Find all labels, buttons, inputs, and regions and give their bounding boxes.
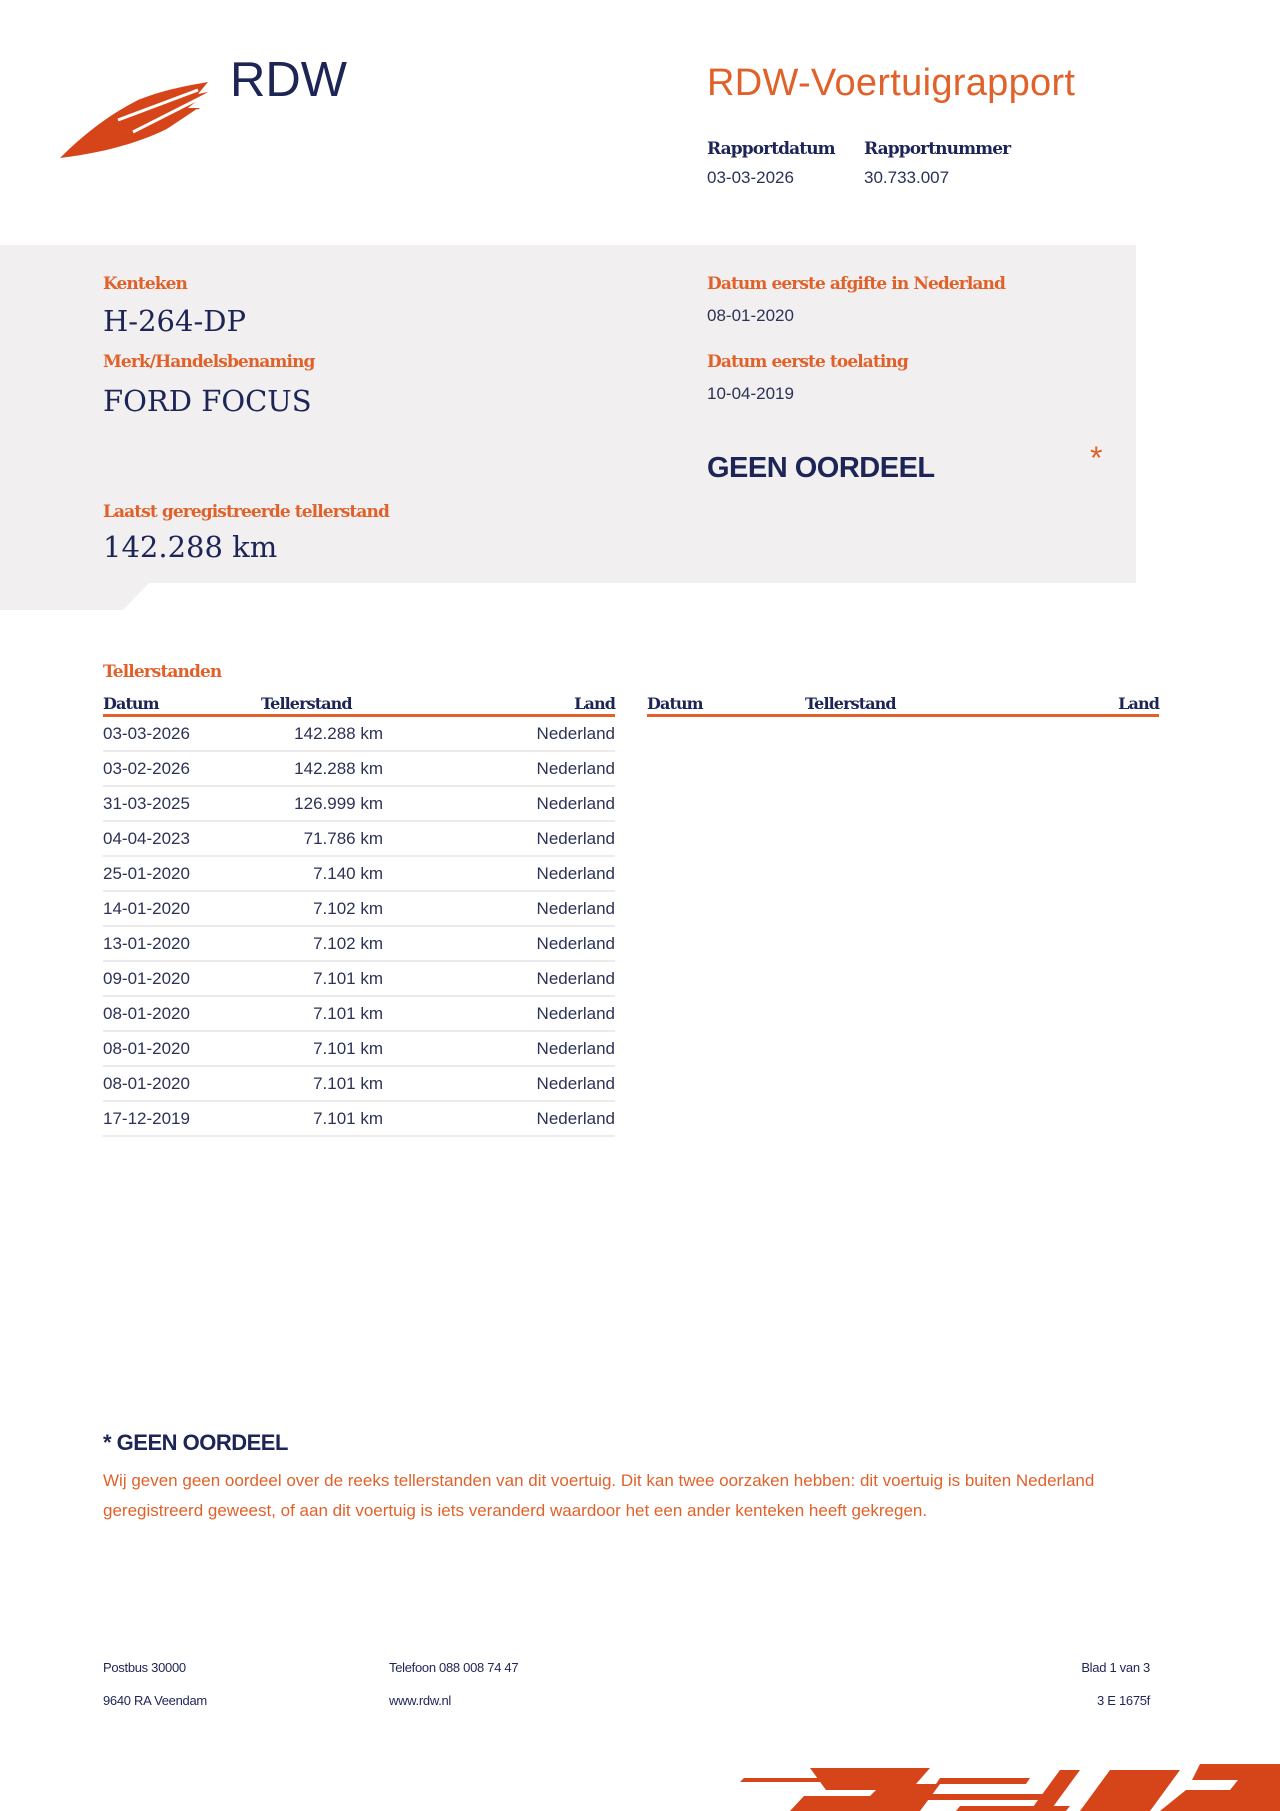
note-title: * GEEN OORDEEL <box>103 1430 288 1455</box>
table-row: 13-01-2020 7.102 km Nederland <box>103 927 615 962</box>
table-row: 08-01-2020 7.101 km Nederland <box>103 1032 615 1067</box>
table-row: 09-01-2020 7.101 km Nederland <box>103 962 615 997</box>
table-row: 04-04-2023 71.786 km Nederland <box>103 822 615 857</box>
table-row: 25-01-2020 7.140 km Nederland <box>103 857 615 892</box>
first-admission-value: 10-04-2019 <box>707 384 794 403</box>
plate-label: Kenteken <box>103 274 188 294</box>
col-odometer: Tellerstand <box>261 694 352 713</box>
first-nl-value: 08-01-2020 <box>707 306 794 325</box>
make-value: FORD FOCUS <box>103 384 312 418</box>
col-country: Land <box>574 694 615 713</box>
table-row: 17-12-2019 7.101 km Nederland <box>103 1102 615 1137</box>
make-label: Merk/Handelsbenaming <box>103 352 315 372</box>
verdict: GEEN OORDEEL <box>707 452 935 484</box>
col-date-right: Datum <box>647 694 703 713</box>
table-row: 14-01-2020 7.102 km Nederland <box>103 892 615 927</box>
footer-phone: Telefoon 088 008 74 47 <box>389 1660 519 1675</box>
note-text: Wij geven geen oordeel over de reeks tellerstanden van dit voertuig. Dit kan twee oorzaken hebben: dit voertuig is buiten Nederland geregistreerd geweest, of aan dit voertuig is iets veranderd waardoor het een ander kenteken heeft gekregen. <box>103 1471 1095 1520</box>
table-row: 03-02-2026 142.288 km Nederland <box>103 752 615 787</box>
report-date-label: Rapportdatum <box>707 139 835 159</box>
readings-title: Tellerstanden <box>103 662 222 682</box>
report-title: RDW-Voertuigrapport <box>707 62 1076 104</box>
footer-page: Blad 1 van 3 <box>1081 1660 1150 1675</box>
rdw-wing-logo-icon <box>58 80 218 162</box>
footer-code: 3 E 1675f <box>1097 1693 1150 1708</box>
table-row: 08-01-2020 7.101 km Nederland <box>103 1067 615 1102</box>
footer-address-line1: Postbus 30000 <box>103 1660 186 1675</box>
table-header <box>103 686 615 717</box>
footer-address-line2: 9640 RA Veendam <box>103 1693 207 1708</box>
odometer-label: Laatst geregistreerde tellerstand <box>103 502 389 522</box>
report-date: 03-03-2026 <box>707 168 794 187</box>
col-date: Datum <box>103 694 159 713</box>
report-number-label: Rapportnummer <box>864 139 1011 159</box>
col-odometer-right: Tellerstand <box>805 694 896 713</box>
table-body <box>103 717 615 1137</box>
table-row: 31-03-2025 126.999 km Nederland <box>103 787 615 822</box>
report-number: 30.733.007 <box>864 168 950 187</box>
rdw-stripes-graphic <box>730 1760 1280 1811</box>
footer-website[interactable]: www.rdw.nl <box>389 1693 452 1708</box>
readings-table-right <box>647 686 1159 717</box>
table-row: 08-01-2020 7.101 km Nederland <box>103 997 615 1032</box>
odometer-value: 142.288 km <box>103 530 278 564</box>
panel-tab-decoration <box>0 582 150 610</box>
verdict-marker: * <box>1090 440 1103 476</box>
first-nl-label: Datum eerste afgifte in Nederland <box>707 274 1005 294</box>
logo-text: RDW <box>230 53 348 107</box>
plate-value: H-264-DP <box>103 304 247 338</box>
readings-table-left <box>103 686 615 1137</box>
col-country-right: Land <box>1118 694 1159 713</box>
first-admission-label: Datum eerste toelating <box>707 352 908 372</box>
table-row: 03-03-2026 142.288 km Nederland <box>103 717 615 752</box>
table-header-right <box>647 686 1159 717</box>
